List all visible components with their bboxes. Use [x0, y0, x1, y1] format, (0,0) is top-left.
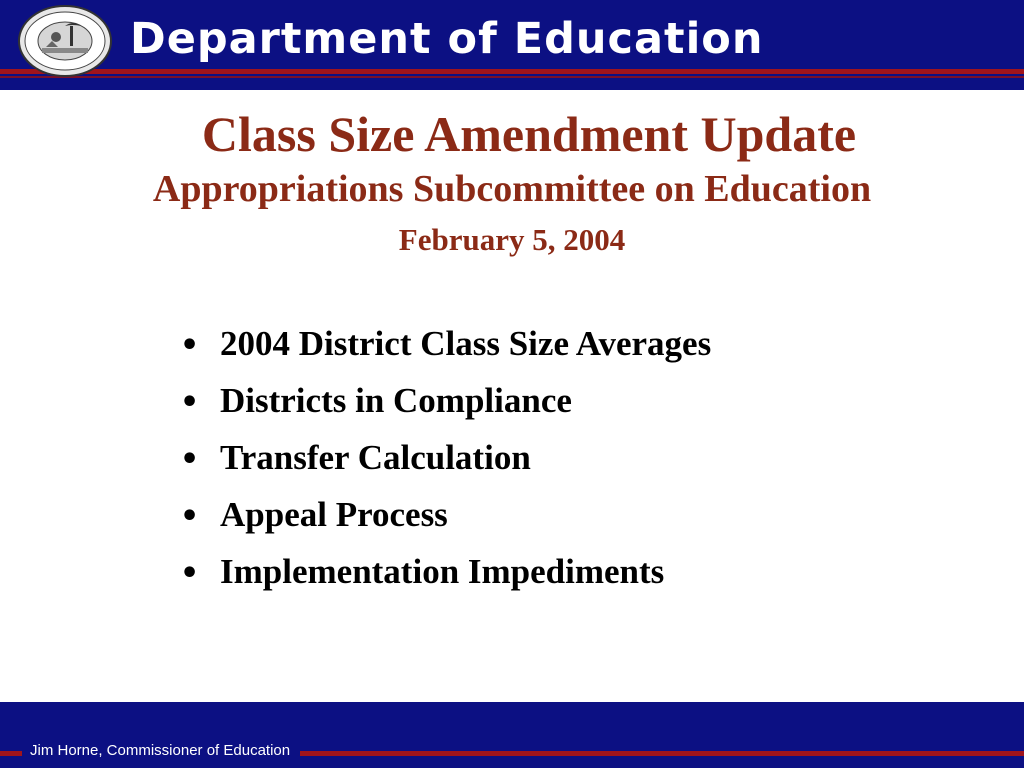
slide-date: February 5, 2004 [398, 222, 626, 257]
bullet-icon: • [180, 385, 200, 420]
state-seal-icon [16, 4, 114, 78]
bullet-icon: • [180, 499, 200, 534]
header-band [0, 0, 1024, 90]
bullet-icon: • [180, 556, 200, 591]
list-item [180, 438, 711, 495]
header-stripe-thin [0, 76, 1024, 78]
list-item [180, 381, 711, 438]
footer-band [0, 702, 1024, 768]
slide-title: Class Size Amendment Update [201, 106, 857, 162]
header-stripe [0, 69, 1024, 74]
list-item [180, 552, 711, 609]
list-item [180, 324, 711, 381]
bullet-icon: • [180, 442, 200, 477]
slide-title-block [0, 104, 1024, 260]
department-title: Department of Education [130, 14, 764, 64]
bullet-icon: • [180, 328, 200, 363]
bullet-text: Implementation Impediments [220, 552, 665, 591]
footer-text: Jim Horne, Commissioner of Education [30, 742, 291, 759]
slide-subtitle: Appropriations Subcommittee on Education [152, 168, 872, 210]
footer-stripe [300, 751, 1024, 756]
footer-stripe-left [0, 751, 22, 756]
bullet-text: Transfer Calculation [220, 438, 531, 477]
bullet-text: 2004 District Class Size Averages [220, 324, 712, 363]
list-item [180, 495, 711, 552]
bullet-text: Districts in Compliance [220, 381, 572, 420]
bullet-list [180, 324, 711, 609]
bullet-text: Appeal Process [220, 495, 448, 534]
